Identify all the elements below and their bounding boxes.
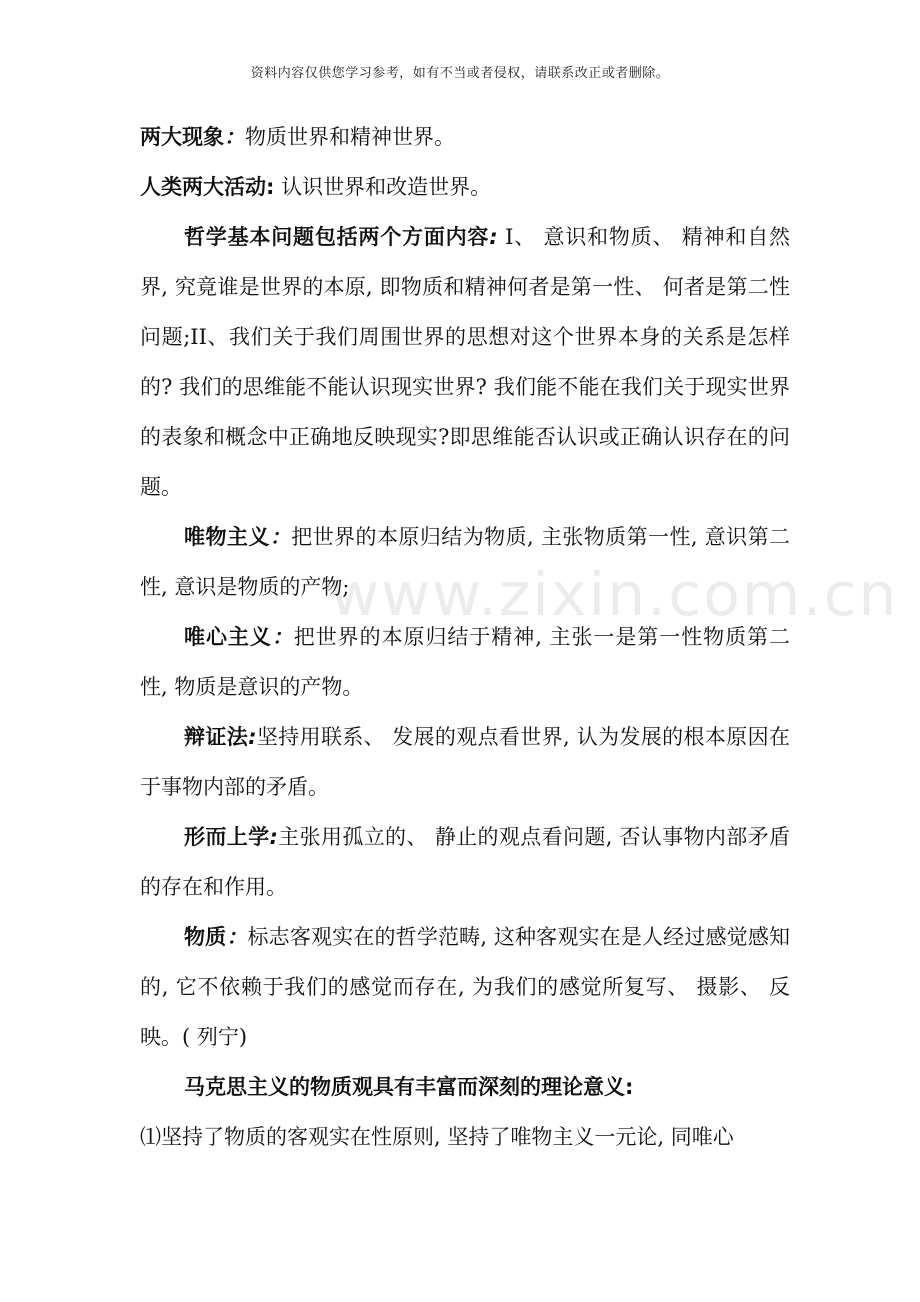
paragraph-text: 标志客观实在的哲学范畴, 这种客观实在是人经过感觉感知的, 它不依赖于我们的感觉而存在, 为我们的感觉所复写、 摄影、 反映。( 列宁)	[140, 925, 791, 1049]
paragraph-idealism	[140, 612, 790, 712]
paragraph-text: ⑴坚持了物质的客观实在性原则, 坚持了唯物主义一元论, 同唯心	[140, 1125, 734, 1149]
term-colon: :	[269, 825, 278, 849]
term-matter: 物质	[184, 925, 227, 949]
term-two-activities: 人类两大活动	[140, 175, 266, 199]
watermark: www.zixin.com.cn	[330, 560, 899, 630]
page-header-notice: 资料内容仅供您学习参考，如有不当或者侵权，请联系改正或者删除。	[250, 66, 670, 81]
paragraph-two-phenomena	[140, 112, 790, 162]
term-idealism: 唯心主义	[184, 625, 272, 649]
term-colon: :	[248, 725, 257, 749]
paragraph-text: I、 意识和物质、 精神和自然界, 究竟谁是世界的本原, 即物质和精神何者是第一性、 何者是第二性问题;II、我们关于我们周围世界的思想对这个世界本身的关系是怎样的? 我们的思维能不能认识现实世界? 我们能不能在我们关于现实世界的表象和概念中正确地反映现实?即思维能否认识或正确认识存在的问题。	[140, 225, 790, 499]
paragraph-dialectics	[140, 712, 790, 812]
term-metaphysics: 形而上学	[184, 825, 270, 849]
paragraph-text: 把世界的本原归结为物质, 主张物质第一性, 意识第二性, 意识是物质的产物;	[140, 525, 791, 599]
paragraph-text: 把世界的本原归结于精神, 主张一是第一性物质第二性, 物质是意识的产物。	[140, 625, 791, 699]
term-dialectics: 辩证法	[184, 725, 249, 749]
term-colon: ：	[224, 125, 245, 149]
term-colon: ：	[269, 525, 292, 549]
term-marxist-view: 马克思主义的物质观具有丰富而深刻的理论意义:	[184, 1075, 634, 1099]
paragraph-text: 坚持用联系、 发展的观点看世界, 认为发展的根本原因在于事物内部的矛盾。	[140, 725, 790, 799]
term-colon: ：	[226, 925, 248, 949]
paragraph-text: 主张用孤立的、 静止的观点看问题, 否认事物内部矛盾的存在和作用。	[140, 825, 791, 899]
term-colon: :	[266, 175, 275, 199]
paragraph-basic-question	[140, 212, 790, 512]
section-heading-marxist-view	[140, 1062, 790, 1112]
paragraph-materialism	[140, 512, 790, 612]
paragraph-text: 认识世界和改造世界。	[274, 175, 492, 199]
term-colon: ：	[271, 625, 294, 649]
paragraph-point-1	[140, 1112, 790, 1162]
term-two-phenomena: 两大现象	[140, 125, 224, 149]
term-basic-question: 哲学基本问题包括两个方面内容	[184, 225, 490, 249]
paragraph-metaphysics	[140, 812, 790, 912]
term-materialism: 唯物主义	[184, 525, 270, 549]
paragraph-text: 物质世界和精神世界。	[245, 125, 455, 149]
term-colon: :	[489, 225, 498, 249]
paragraph-two-activities	[140, 162, 790, 212]
paragraph-matter	[140, 912, 790, 1062]
document-body	[140, 112, 790, 1162]
